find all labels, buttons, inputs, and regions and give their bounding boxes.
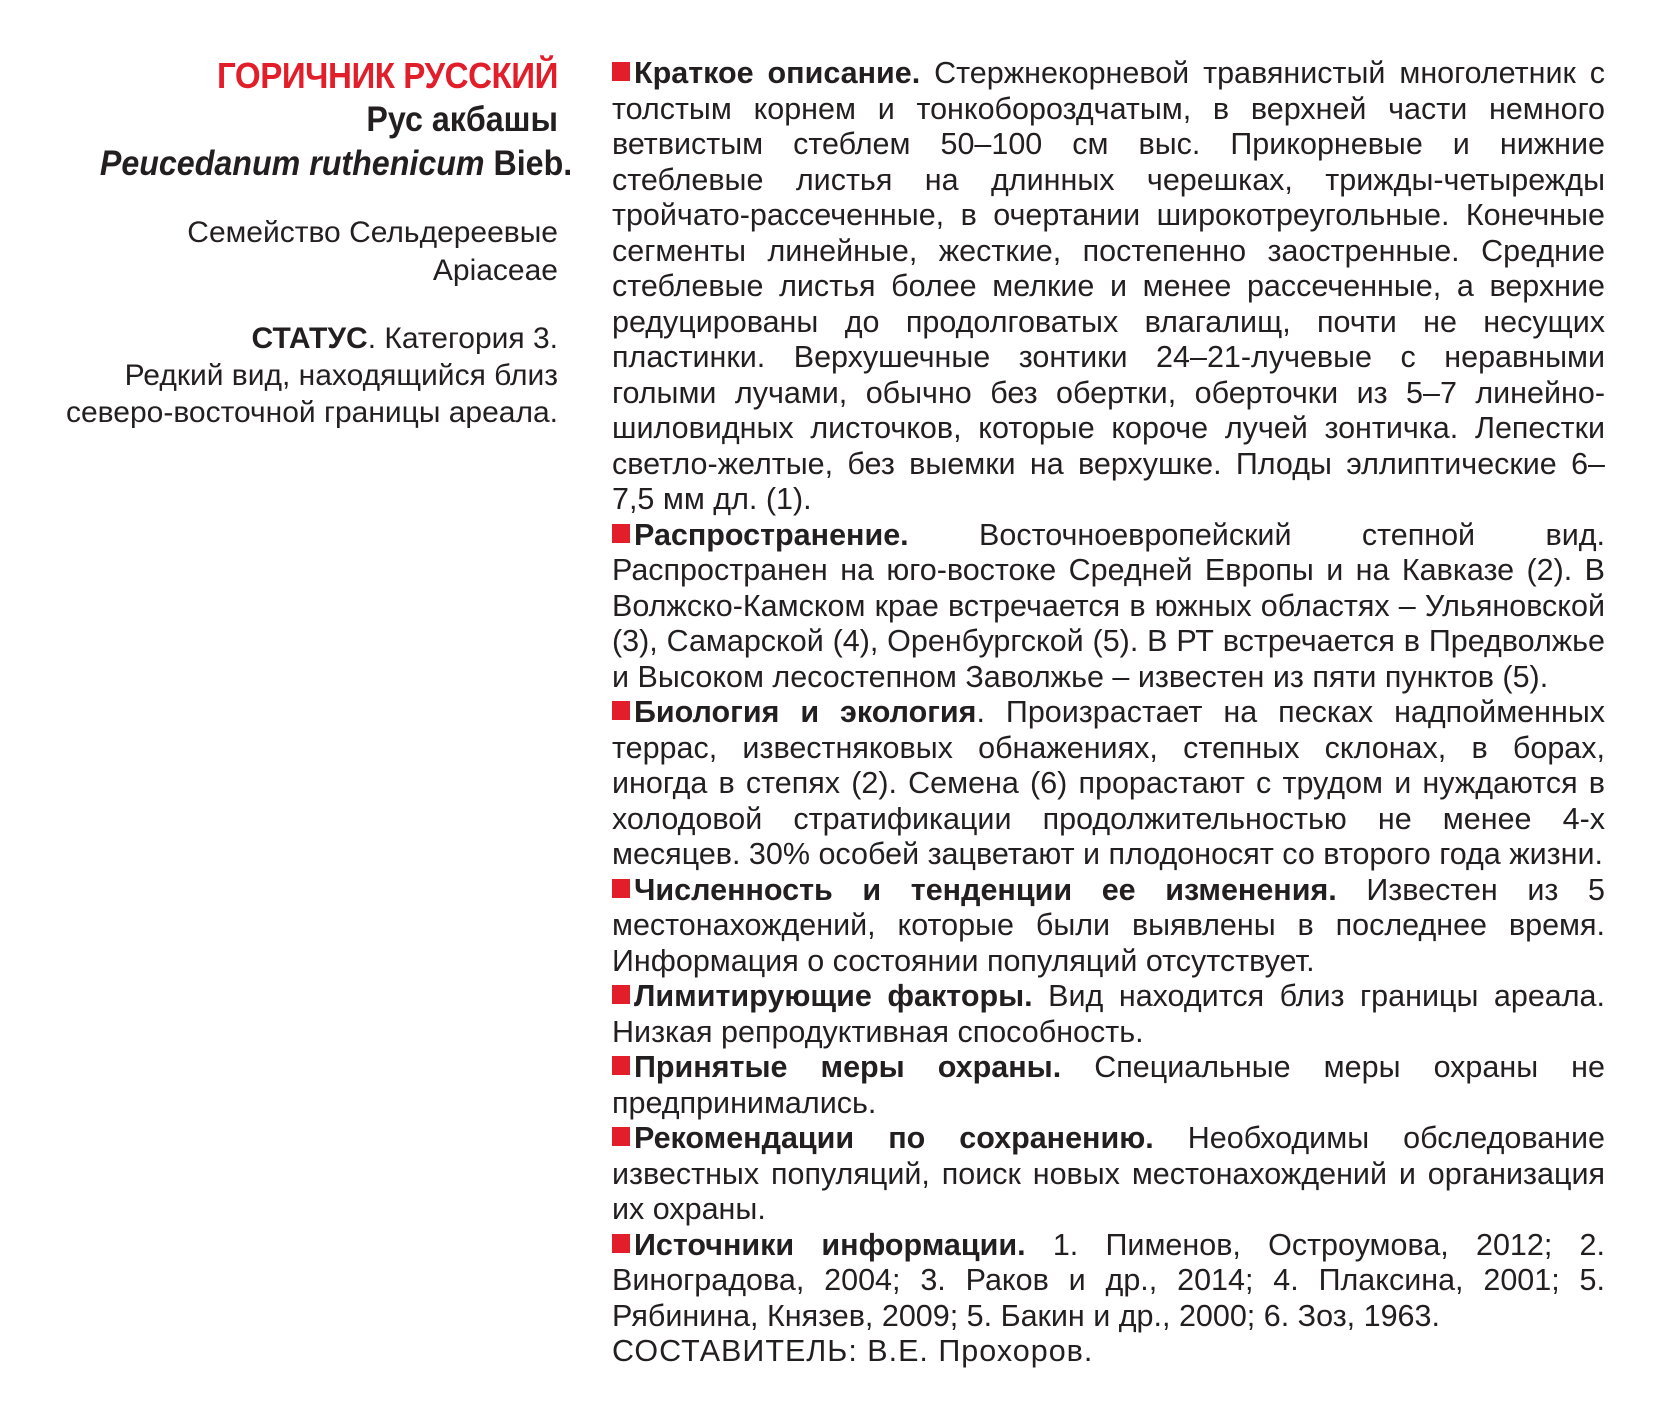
section-text: . Произрастает на песках надпойменных террас, известняковых обнажениях, степных склонах, в борах, иногда в степях (2). Семена (6) прорастают с трудом и нуждаются в холодовой стратификации продолжительностью не менее 4-х месяцев. 30% особей зацветают и плодоносят со второго года жизни.: [612, 695, 1605, 871]
status-block: [60, 320, 558, 431]
red-square-bullet-icon: [612, 62, 630, 81]
species-title-tatar: Рус акбашы: [366, 100, 558, 139]
section-text: Известен из 5 местонахождений, которые были выявлены в последнее время. Информация о состоянии популяций отсутствует.: [612, 872, 1605, 978]
latin-binomial: Peucedanum ruthenicum: [99, 144, 485, 183]
section-heading: Биология и экология: [634, 695, 977, 729]
section-limiting-factors: [612, 979, 1605, 1050]
status-line: [60, 320, 558, 357]
section-text: 1. Пименов, Остроумова, 2012; 2. Виноградова, 2004; 3. Раков и др., 2014; 4. Плаксина, 2001; 5. Рябинина, Князев, 2009; 5. Бакин и др., 2000; 6. Зоз, 1963.: [612, 1227, 1605, 1333]
section-text: Необходимы обследование известных популяций, поиск новых местонахождений и организация их охраны.: [612, 1121, 1606, 1226]
section-recommendations: [612, 1121, 1605, 1228]
section-population: [612, 873, 1605, 980]
section-short-description: [612, 56, 1605, 518]
status-text: Редкий вид, находящийся близ северо-восточной границы ареала.: [66, 359, 558, 429]
section-heading: Источники информации.: [634, 1227, 1026, 1262]
status-label: СТАТУС: [251, 322, 368, 355]
section-heading: Принятые меры охраны.: [634, 1050, 1062, 1084]
section-heading: Лимитирующие факторы.: [634, 979, 1033, 1013]
section-biology-ecology: [612, 695, 1605, 873]
section-text: Стержнекорневой травянистый многолетник с толстым корнем и тонкобороздчатым, в верхней части немного ветвистым стеблем 50–100 см выс. Прикорневые и нижние стеблевые листья на длинных черешках, трижды-четырежды тройчато-рассеченные, в очертании широкотреугольные. Конечные сегменты линейные, жесткие, постепенно заостренные. Средние стеблевые листья более мелкие и менее рассеченные, а верхние редуцированы до продолговатых влагалищ, почти не несущих пластинки. Верхушечные зонтики 24–21-лучевые с неравными голыми лучами, обычно без обертки, оберточки из 5–7 линейно-шиловидных листочков, которые короче лучей зонтичка. Лепестки светло-желтые, без выемки на верхушке. Плоды эллиптические 6–7,5 мм дл. (1).: [612, 56, 1605, 516]
red-square-bullet-icon: [612, 985, 630, 1004]
species-title-russian: ГОРИЧНИК РУССКИЙ: [217, 55, 558, 96]
section-sources: [612, 1228, 1605, 1335]
section-heading: Распространение.: [634, 517, 909, 552]
species-title-latin: [99, 142, 573, 186]
species-header: [60, 54, 573, 431]
compiler-line: СОСТАВИТЕЛЬ: В.Е. Прохоров.: [612, 1334, 1094, 1368]
family-block: [60, 214, 558, 290]
red-square-bullet-icon: [612, 1127, 630, 1146]
status-category: . Категория 3.: [367, 322, 558, 355]
section-distribution: [612, 518, 1605, 696]
red-square-bullet-icon: [612, 524, 630, 543]
red-square-bullet-icon: [612, 701, 630, 720]
red-square-bullet-icon: [612, 879, 630, 898]
section-text: Специальные меры охраны не предпринимались.: [612, 1050, 1605, 1120]
red-square-bullet-icon: [612, 1234, 630, 1253]
family-latin: Apiaceae: [432, 254, 558, 287]
latin-author: Bieb.: [493, 144, 573, 183]
section-heading: Численность и тенденции ее изменения.: [634, 872, 1337, 907]
species-description: [612, 56, 1605, 1370]
section-heading: Рекомендации по сохранению.: [634, 1121, 1154, 1155]
red-square-bullet-icon: [612, 1056, 630, 1075]
section-protection-measures: [612, 1050, 1605, 1121]
section-heading: Краткое описание.: [634, 56, 921, 90]
section-text: Восточноевропейский степной вид. Распространен на юго-востоке Средней Европы и на Кавказе (2). В Волжско-Камском крае встречается в южных областях – Ульяновской (3), Самарской (4), Оренбургской (5). В РТ встречается в Предволжье и Высоком лесостепном Заволжье – известен из пяти пунктов (5).: [612, 517, 1605, 694]
section-text: Вид находится близ границы ареала. Низкая репродуктивная способность.: [612, 979, 1605, 1049]
family-russian: Семейство Сельдереевые: [187, 216, 558, 249]
